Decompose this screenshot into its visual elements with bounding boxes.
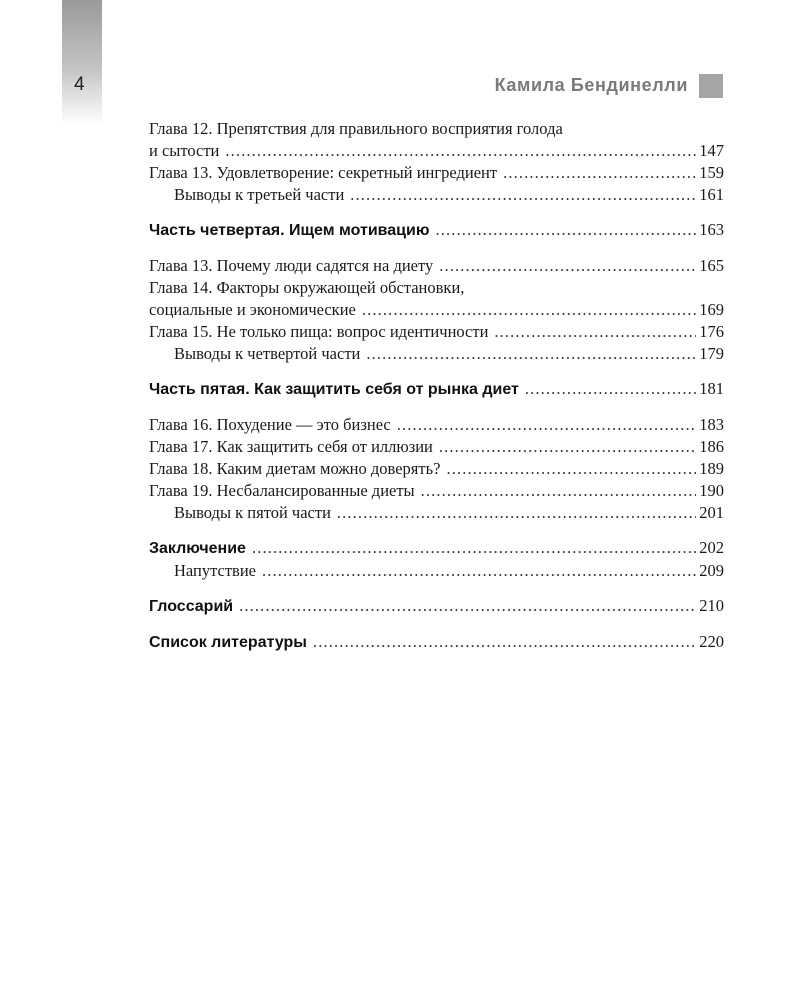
toc-entry-page: 176 (699, 322, 724, 341)
toc-entry-title: социальные и экономические (149, 300, 356, 319)
dot-leader (239, 595, 696, 617)
toc-entry-title: Глава 13. Почему люди садятся на диету (149, 256, 434, 275)
toc-entry-conclusions-part3[interactable] (149, 184, 724, 206)
toc-entry-page: 220 (699, 632, 724, 651)
toc-entry-title: Глава 16. Похудение — это бизнес (149, 415, 391, 434)
toc-entry-title: Глава 19. Несбалансированные диеты (149, 481, 415, 500)
dot-leader (337, 502, 696, 524)
toc-entry-page: 190 (699, 481, 724, 500)
dot-leader (421, 480, 697, 502)
dot-leader (366, 343, 696, 365)
toc-entry-farewell[interactable] (149, 560, 724, 582)
toc-entry-page: 210 (699, 596, 724, 615)
toc-entry-references[interactable] (149, 631, 724, 654)
dot-leader (436, 219, 697, 241)
toc-entry-ch17[interactable] (149, 436, 724, 458)
toc-entry-part5[interactable] (149, 378, 724, 401)
dot-leader (362, 299, 696, 321)
toc-entry-ch14-line1: Глава 14. Факторы окружающей обстановки, (149, 278, 465, 297)
toc-entry-page: 186 (699, 437, 724, 456)
toc-entry-title: Выводы к третьей части (174, 185, 345, 204)
toc-entry-ch16[interactable] (149, 414, 724, 436)
toc-entry-page: 202 (699, 538, 724, 557)
toc-entry-page: 169 (699, 300, 724, 319)
toc-entry-title: Глава 18. Каким диетам можно доверять? (149, 459, 441, 478)
dot-leader (446, 458, 696, 480)
toc-entry-part4[interactable] (149, 219, 724, 242)
running-head-author: Камила Бендинелли (494, 75, 688, 95)
toc-entry-conclusion[interactable] (149, 537, 724, 560)
toc-entry-title: Глава 17. Как защитить себя от иллюзии (149, 437, 433, 456)
toc-entry-glossary[interactable] (149, 595, 724, 618)
page-number: 4 (74, 74, 85, 95)
toc-entry-page: 163 (699, 220, 724, 239)
toc-entry-title: и сытости (149, 141, 220, 160)
toc-entry-title: Заключение (149, 540, 246, 557)
toc-entry-page: 181 (699, 379, 724, 398)
dot-leader (252, 537, 696, 559)
running-head-square (699, 74, 723, 98)
toc-entry-page: 147 (699, 141, 724, 160)
dot-leader (313, 631, 696, 653)
toc-entry-title: Глоссарий (149, 598, 234, 615)
table-of-contents (149, 118, 724, 654)
dot-leader (262, 560, 696, 582)
dot-leader (439, 255, 696, 277)
toc-entry-page: 209 (699, 561, 724, 580)
dot-leader (350, 184, 696, 206)
toc-entry-ch19[interactable] (149, 480, 724, 502)
toc-entry-title: Выводы к пятой части (174, 503, 331, 522)
dot-leader (439, 436, 696, 458)
toc-entry-title: Напутствие (174, 561, 256, 580)
dot-leader (494, 321, 696, 343)
toc-entry-page: 165 (699, 256, 724, 275)
toc-entry-ch12[interactable] (149, 140, 724, 162)
dot-leader (525, 378, 696, 400)
toc-entry-ch13a[interactable] (149, 162, 724, 184)
toc-entry-conclusions-part5[interactable] (149, 502, 724, 524)
toc-entry-ch15[interactable] (149, 321, 724, 343)
toc-entry-title: Часть четвертая. Ищем мотивацию (149, 222, 430, 239)
toc-entry-page: 159 (699, 163, 724, 182)
toc-entry-page: 201 (699, 503, 724, 522)
toc-entry-ch14[interactable] (149, 299, 724, 321)
toc-entry-page: 189 (699, 459, 724, 478)
toc-entry-title: Глава 13. Удовлетворение: секретный ингредиент (149, 163, 498, 182)
toc-entry-page: 179 (699, 344, 724, 363)
toc-entry-conclusions-part4[interactable] (149, 343, 724, 365)
dot-leader (397, 414, 697, 436)
toc-entry-ch18[interactable] (149, 458, 724, 480)
toc-entry-page: 183 (699, 415, 724, 434)
toc-entry-ch12-line1: Глава 12. Препятствия для правильного восприятия голода (149, 119, 563, 138)
toc-entry-title: Часть пятая. Как защитить себя от рынка диет (149, 381, 519, 398)
toc-entry-title: Глава 15. Не только пища: вопрос идентичности (149, 322, 489, 341)
toc-entry-title: Выводы к четвертой части (174, 344, 361, 363)
dot-leader (225, 140, 696, 162)
toc-entry-page: 161 (699, 185, 724, 204)
toc-entry-ch13b[interactable] (149, 255, 724, 277)
dot-leader (503, 162, 696, 184)
page-tab-marker (62, 0, 102, 125)
toc-entry-title: Список литературы (149, 634, 307, 651)
